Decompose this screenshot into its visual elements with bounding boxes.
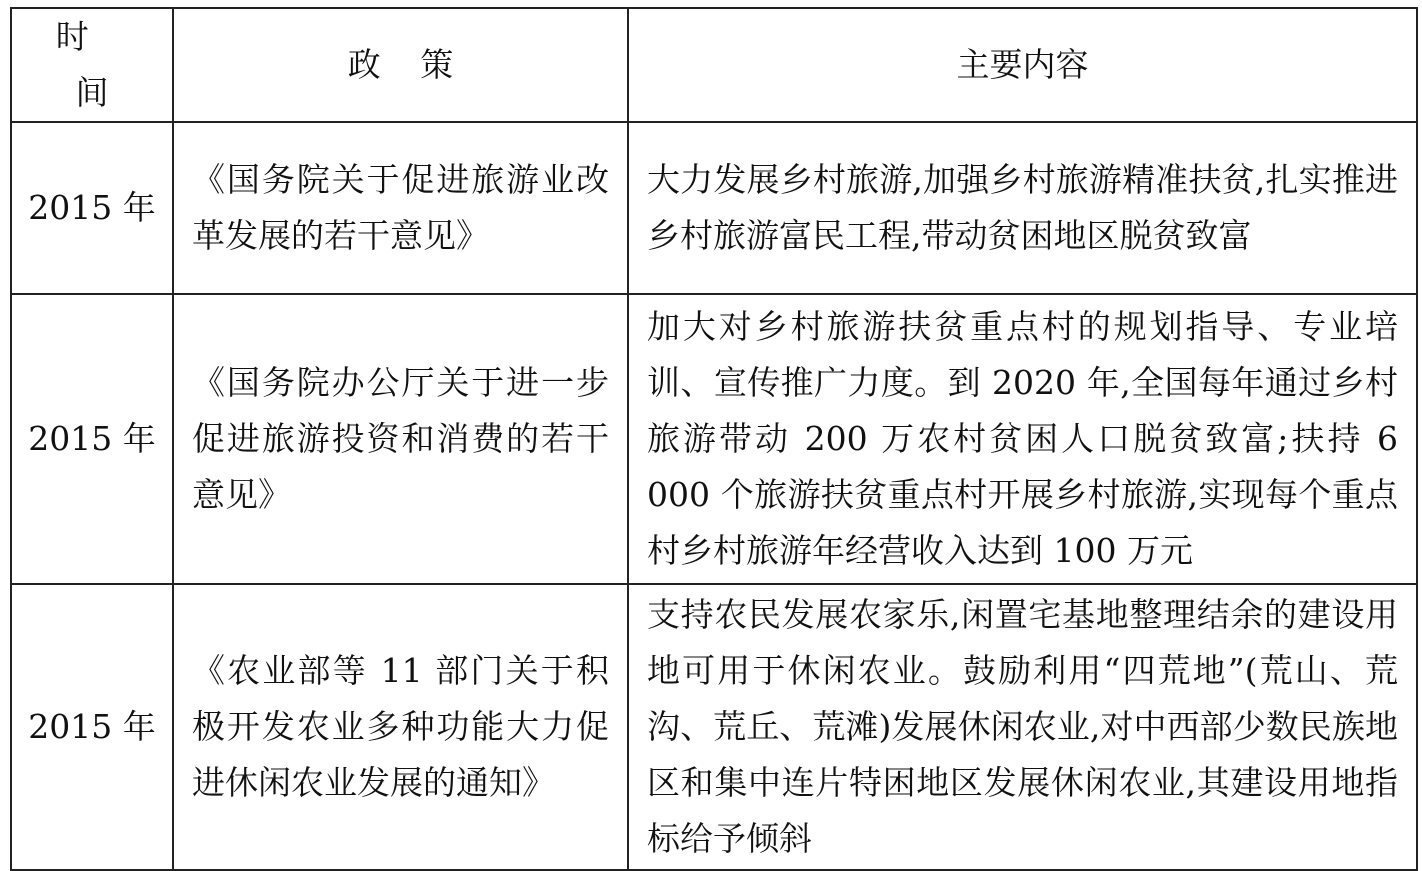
- header-time: 时间: [11, 8, 173, 122]
- cell-content: 支持农民发展农家乐,闲置宅基地整理结余的建设用地可用于休闲农业。鼓励利用“四荒地”(荒山、荒沟、荒丘、荒滩)发展休闲农业,对中西部少数民族地区和集中连片特困地区发展休闲农业,其建设用地指标给予倾斜: [628, 584, 1417, 870]
- policy-table: [10, 7, 1418, 871]
- table-header: [11, 8, 1417, 122]
- cell-policy: 《农业部等 11 部门关于积极开发农业多种功能大力促进休闲农业发展的通知》: [173, 584, 628, 870]
- cell-content: 大力发展乡村旅游,加强乡村旅游精准扶贫,扎实推进乡村旅游富民工程,带动贫困地区脱贫致富: [628, 122, 1417, 294]
- header-row: [11, 8, 1417, 122]
- cell-policy: 《国务院关于促进旅游业改革发展的若干意见》: [173, 122, 628, 294]
- table-row: [11, 584, 1417, 870]
- cell-content: 加大对乡村旅游扶贫重点村的规划指导、专业培训、宣传推广力度。到 2020 年,全国每年通过乡村旅游带动 200 万农村贫困人口脱贫致富;扶持 6 000 个旅游扶贫重点村开展乡村旅游,实现每个重点村乡村旅游年经营收入达到 100 万元: [628, 294, 1417, 584]
- header-content: 主要内容: [628, 8, 1417, 122]
- table-row: [11, 122, 1417, 294]
- cell-policy: 《国务院办公厅关于进一步促进旅游投资和消费的若干意见》: [173, 294, 628, 584]
- cell-time: 2015 年: [11, 294, 173, 584]
- cell-time: 2015 年: [11, 122, 173, 294]
- table-body: [11, 122, 1417, 870]
- cell-time: 2015 年: [11, 584, 173, 870]
- header-policy: 政策: [173, 8, 628, 122]
- table-row: [11, 294, 1417, 584]
